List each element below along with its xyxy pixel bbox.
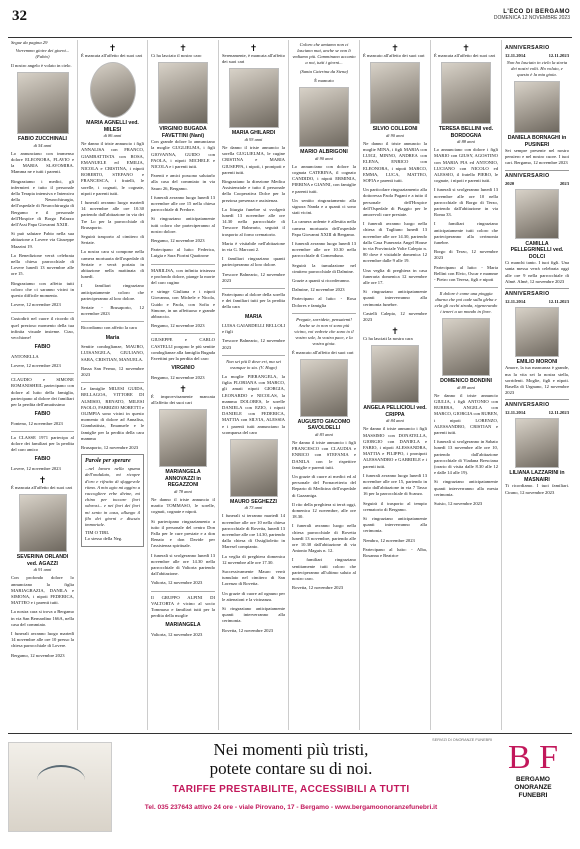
paragraph: Borgo di Terzo, 12 novembre 2023 [434, 249, 498, 261]
cross-icon: ✝ [108, 43, 117, 53]
date-start: 12.11.2014 [505, 53, 526, 58]
notice-body [151, 497, 215, 638]
column-6 [360, 40, 431, 730]
paragraph: Lo annunciano con dolore i figli MARIO con GIUSY, AGOSTINO con MARIA PIA ed ANTONIO, LUCIANO con NICOLO ed ALESSIO, il fratello PIERO, le cognate, i nipoti e parenti tutti. [434, 147, 498, 184]
paragraph: Trescore Balneario, 12 novembre 2023 [222, 338, 285, 350]
cross-icon: ✝ [391, 43, 399, 53]
paragraph: Ricordiamo con affetto la cara [81, 325, 137, 331]
paragraph: La CLASSE 1971 partecipa al dolore dei familiari per la perdita del caro amico [11, 434, 74, 453]
paragraph: I funerali si svolgeranno in Sabato lunedì 13 novembre alle ore 10, partendo dall'abitazione parrocchiale di Viadana Bresciana (orario di visita dalle 8.30 alle 12 e dalle 14 alle 19). [434, 439, 498, 476]
paragraph: Bergamo, 12 novembre 2023 [151, 323, 205, 329]
notice-body [222, 374, 285, 436]
deceased-name: MARIA AGNELLI ved. MILESI [86, 120, 139, 133]
divider [222, 355, 285, 356]
paragraph: Si ringraziano anticipatamente tutti coloro che parteciperanno al nostro dolore. [151, 216, 215, 234]
divider [222, 288, 285, 289]
epigraph: Pregate, sorridete, pensatemi! Anche se io non vi sono più vicino, voi vedrete che sono io il vostro sole, la vostra pace, e la vostra gioia. [294, 316, 354, 346]
portrait-photo [300, 359, 348, 417]
paragraph: I familiari ringraziano anticipatamente tutti coloro che parteciperanno alla cerimonia funebre. [434, 221, 498, 246]
portrait-photo [299, 87, 349, 147]
paragraph: Lo annunciano con dolore la cognata CATERINA, il cognato CANDIDO, i nipoti ERMINIA, PIERINA e GIANNI, con famiglie e parenti tutti. [292, 163, 356, 194]
paragraph: Ne danno il triste annuncio la moglie MINA, i figli MARIA con LUIGI, MINNO, ANDREA con ELENA, ENRICO con ELEONORA, i nipoti MARCO, EMMA, LUCA, MATTEO, SOFIA e parenti tutti. [363, 140, 427, 183]
deceased-name: MARIO ALBRIGONI [300, 149, 348, 156]
paragraph: Ne danno il triste annuncio i figli FRANCESCO con CLAUDIA e ENRICO con STEFANIA e DANILA con le rispettive famiglie e parenti tutti. [292, 439, 356, 470]
deceased-name: FABIO [34, 344, 51, 351]
paragraph: Partecipano al lutto: - Rosa Dolores e famiglia [292, 296, 356, 308]
cross-icon: ✝ [462, 43, 470, 53]
paragraph: La moglie PIERANGELA, la figlia FLORIANA con MARCO, gli amati nipoti GIORGIA, LEONARDO e NICOLAS, la mamma DOLORES, le sorelle DANIELA con EZIO, i nipoti DANIELE con FEDERICA, MATTIA con SILVIA, ALESSIA e i parenti tutti annunciano la scomparsa del caro [222, 373, 285, 435]
divider [434, 287, 498, 288]
portrait-photo [230, 439, 278, 497]
slogan-line-2: potete contare su di noi. [209, 759, 373, 778]
poem-title: Parole per sperare [85, 458, 131, 465]
column-3 [148, 40, 219, 730]
deceased-age: di 83 anni [315, 431, 333, 437]
poem-source: Lo stesso della Neg. [85, 536, 123, 542]
paragraph: Valtorta, 12 novembre 2023 [151, 580, 203, 586]
paragraph: I funerali avranno luogo nella chiesa di Tagliuno lunedì 13 novembre alle ore 14.30, partendo dalla Casa Funeraria Angel House in via Provinciale Volte Calepio n. 80 dove è visitabile domenica 12 novembre dalle 9 alle 19. [363, 221, 427, 264]
deceased-name: Maria [105, 334, 120, 341]
paragraph: La veglia di preghiera domenica 12 novembre alle ore 17.30. [222, 553, 285, 565]
deceased-age: di 90 anni [386, 132, 404, 138]
lead-text: È mancato all'affetto dei suoi cari [292, 349, 354, 355]
paragraph: Valtorta, 12 novembre 2023 [151, 631, 203, 637]
paragraph: Seguirà trasporto al cimitero di Seriate. [81, 234, 144, 246]
paragraph: Parenti e amici possono salutarlo alla casa del commiato in via Sauro 26, Bergamo. [151, 173, 215, 191]
cross-icon: ✝ [391, 326, 399, 337]
paragraph: I funerali si svolgeranno lunedì 13 novembre alle ore 10 nella parrocchiale di Borgo di Terzo, partendo dall'abitazione in via Roma 33. [434, 187, 498, 218]
paragraph: Si ringraziano anticipatamente quanti interverranno alla cerimonia. [222, 606, 285, 624]
lead-text: È mancata all'affetto dei suoi cari [11, 485, 73, 491]
paragraph: Lovere, 12 novembre 2023 [11, 465, 61, 471]
lead-text: Ci ha lasciato il nostro caro [151, 53, 202, 58]
anniversary-heading: ANNIVERSARIO [505, 399, 569, 408]
deceased-name: SILVIO COLLEONI [372, 126, 418, 133]
paragraph: I familiari ringraziano sentitamente tutti coloro che parteciperanno all'ultimo saluto al nostro caro. [292, 557, 356, 582]
divider [151, 264, 215, 265]
deceased-age: di 54 anni [33, 142, 52, 148]
deceased-name: MARIANGELA [165, 622, 201, 629]
deceased-name: TERESA BELLINI ved. BORDOGNA [438, 126, 494, 139]
column-2 [78, 40, 148, 730]
date-start: 2020 [505, 180, 515, 186]
lead-text: È mancata all'affetto dei suoi cari [434, 53, 496, 58]
paragraph: Lo annunciano con immenso dolore ELEONORA, FLAVIO e la MARIA SLAVOMIRA. Mamma ne e tutti i parenti. [11, 150, 74, 175]
anniversary-dates [505, 299, 569, 304]
cross-icon: ✝ [179, 384, 187, 394]
obituaries-columns [8, 40, 572, 730]
paragraph: LUISA GAIARDELLI BELLOLI e figli [222, 323, 285, 335]
paragraph: Dalmine, 12 novembre 2023 [292, 287, 345, 293]
lead-text: È mancata all'affetto dei suoi cari [81, 53, 143, 58]
paragraph: Si ringraziano anticipatamente quanti interverranno alla cerimonia. [363, 516, 427, 534]
lead-text: Ci ha lasciati la nostra cara [363, 336, 413, 342]
anniversary-dates [505, 181, 569, 186]
deceased-name: FABIO [34, 411, 51, 418]
paragraph: MARILISA, con infinita tristezza e profondo dolore, piange la morte del caro cugino [151, 267, 215, 286]
advert-contact: Tel. 035 237643 attivo 24 ore - viale Pirovano, 17 - Bergamo - www.bergamoonoranzefunebri.it [144, 804, 438, 811]
paragraph: I familiari ringraziano quanti parteciperanno al loro dolore. [222, 256, 285, 268]
notice-body [11, 575, 74, 658]
deceased-name: DOMENICO BONDINI [440, 378, 492, 385]
date-end: 2023 [559, 180, 569, 186]
divider [151, 333, 215, 334]
paragraph: La nostra cara si trova a Bergamo in via San Bernardino 166A, nella casa del commiato. [11, 609, 74, 627]
paragraph: GIUSEPPE e CARLO CASTELLI porgono le più sentite condoglianze alla famiglia Bugada Favettini per la perdita del caro [151, 337, 215, 362]
deceased-age: di 91 anni [33, 567, 52, 573]
portrait-photo [159, 409, 207, 467]
portrait-photo [514, 81, 560, 133]
notice-body [434, 393, 498, 507]
paragraph: Successivamente Mauro verrà tumulato nel cimitero di San Lorenzo di Rovetta. [222, 569, 285, 587]
column-7 [431, 40, 502, 730]
date-end: 12.11.2023 [548, 53, 569, 58]
paragraph: CLAUDIO e SIMONE ROMANISHEIL partecipano con dolore al lutto della famiglia, partecipano al dolore dei familiari per la perdita dell'amatissimo [11, 377, 74, 407]
paragraph: Ne danno il triste annuncio GIULIA, i figli ANTONIO con RUBERA, ANGELA con MARCO, GIORGIA con RUBEN, i nipoti LORENZO, ALESSANDRO, CRISTIAN e parenti tutti. [434, 392, 498, 435]
paragraph: Le famiglie MILESI GUIDA, BELLAGOA, VITTORE DI ALMISIO, RENATO, MILESI PAOLO, FABRIZIO MORETTI e OLIMPIA sono vicini in questo momento di dolore ad Annalisa, Giambattista, Emanuele e le famiglie per la perdita della cara mamma [81, 386, 144, 441]
notice-body [363, 141, 427, 323]
paragraph: Seguirà il trasporto al tempio crematorio di Bergamo. [363, 500, 427, 512]
paragraph: Rovetta, 12 novembre 2023 [292, 585, 344, 591]
anniversary-dates [505, 410, 569, 415]
column-5 [289, 40, 360, 730]
divider [292, 313, 356, 314]
paragraph: Brusaporto, 12 novembre 2023 [81, 445, 139, 451]
deceased-name: MARIANGELA ANNOVAZZI in REGAZZONI [165, 469, 201, 489]
paragraph: I funerali avranno luogo lunedì 13 novembre alle ore 15, partendo in auto dall'abitazione in via 7 Tasso 16 per la parrocchiale di Scanzo. [363, 472, 427, 497]
paragraph: Suisio, 12 novembre 2023 [434, 501, 483, 507]
newspaper-masthead [494, 9, 570, 21]
portrait-photo [371, 345, 419, 403]
paragraph: Partecipano al dolore della sorella e dei familiari tutti per la perdita della cara [222, 291, 285, 310]
deceased-name: AUGUSTO GIACOMO SAVOLDELLI [297, 418, 351, 432]
paragraph: Il GRUPPO ALPINI DI VALTORTA è vicino al socio Tommaso e familiari tutti per la perdita della moglie [151, 594, 215, 619]
epigraph: Vorremmo gioire dei giorni... (Fabio) [15, 48, 70, 59]
divider [11, 431, 74, 432]
paragraph: Si partecipano ringraziamento a tutto il personale del centro Don Palla per le cure prestate e a don Renato e don Davide per l'assistenza spirituale. [151, 518, 215, 549]
deceased-name: VIRGINIO BUGADA FAVETTINI (Nani) [159, 126, 207, 139]
deceased-name: FABIO [34, 456, 51, 463]
paragraph: Ne danno il triste annuncio i figli ANNALISA con FRANCO, GIAMBATTISTA con ROSA, EMANUELE ed EMILIA, NICOLA e CRISTINA, i nipoti ROBERTO, STEFANO e FRANCESCA, i fratelli, le sorelle, i cognati, le cognate, nipoti e parenti tutti. [81, 141, 144, 196]
advert-note: SERVIZI DI ONORANZE FUNEBRI [432, 738, 492, 742]
paragraph: Sentite condoglianze, MAURO, LUISANGELA, GIULIANO, SARA, CRISTIAN, MANUELA. [81, 344, 144, 362]
funeral-home-logo [498, 740, 568, 800]
paragraph: Castelli Calepio, 12 novembre 2023 [363, 310, 427, 322]
deceased-age: di 90 anni [315, 155, 333, 161]
deceased-age: di 86 anni [103, 133, 122, 139]
lead-text: È mancato all'affetto dei suoi cari [363, 53, 425, 58]
date-start: 12.11.2014 [505, 410, 526, 416]
portrait-photo [370, 62, 420, 124]
divider [81, 321, 144, 322]
notice-body: Ti ricordiamo. I tuoi familiari. Cirano, 12 novembre 2023 [505, 483, 569, 495]
paragraph: Maria è visitabile nell'abitazione in via G. Marconi 2. [222, 240, 285, 252]
deceased-name: SEVERINA ORLANDI ved. AGAZZI [16, 554, 69, 567]
anniversary-heading: ANNIVERSARIO [505, 170, 569, 179]
deceased-name: MARIA GHILARDI [231, 130, 276, 137]
logo-line-2: ONORANZE [514, 784, 552, 791]
portrait-photo [17, 72, 69, 134]
page-number: 32 [12, 8, 27, 24]
paragraph: Un particolare ringraziamento alla dottoressa Paola Pagani e a tutto il personale dell'Hospice dell'Ospedale di Piaggio per le amorevoli cure prestate. [363, 187, 427, 217]
paragraph: Si può salutare Fabio nella sua abitazione a Lovere via Giuseppe Mazzini 19. [11, 231, 74, 249]
logo-line-3: FUNEBRI [518, 792, 548, 799]
advert-tariffs: TARIFFE PRESTABILITE, ACCESSIBILI A TUTTI [172, 784, 410, 795]
poem-box [81, 454, 144, 546]
cross-icon: ✝ [38, 475, 47, 486]
paragraph: Fonteno, 12 novembre 2023 [11, 420, 63, 426]
notice-body [434, 147, 498, 283]
portrait-photo [515, 418, 559, 468]
anniversary-dates [505, 53, 569, 58]
column-8-anniversaries [502, 40, 572, 730]
portrait-photo [515, 189, 559, 239]
lead-text: È mancato [314, 78, 334, 83]
issue-date: DOMENICA 12 NOVEMBRE 2023 [493, 15, 570, 21]
deceased-age: di 78 anni [174, 488, 192, 494]
paragraph: Con profondo dolore lo annunciano la figlia MARIAGRAZIA, DANILA e SIMONA, i nipoti FEDERICA, MATTEO e i parenti tutti. [11, 575, 74, 606]
paragraph: Con grande dolore lo annunciano la moglie GUGLIELMA, i figli GIOVANNA, GUIDO con PAOLA, i nipoti MICHELE e NICOLA e i parenti tutti. [151, 139, 215, 170]
deceased-age: di 89 anni [457, 384, 475, 390]
notice-body [292, 440, 356, 591]
paragraph: Si ringraziano anticipatamente quanti interverranno alla mesta cerimonia. [434, 479, 498, 497]
paragraph: Grazie a quanti si ricorderanno. [292, 277, 351, 283]
paragraph: Ne danno il triste annuncio i figli MASSIMO con DONATELLA, GIORGIO con DANIELA e FABIO, i nipoti ALESSANDRA, MATTIA e FILIPPO, i pronipoti ALESSANDRO e GABRIELE e i parenti tutti. [363, 426, 427, 469]
cross-icon: ✝ [179, 43, 187, 53]
page-header [8, 6, 572, 38]
notice-body [151, 139, 215, 381]
paragraph: Bergamo, 12 novembre 2023 [11, 652, 65, 658]
deceased-name: DANIELA BORNAGHI in PUSINERI [507, 135, 567, 148]
paragraph: e stringe Giuliana e i nipoti Giovanna, con Michele e Nicola, Guido e Paola, con Sofia e Simone, in un affettuoso e grande abbraccio. [151, 289, 215, 320]
deceased-age: di 93 anni [244, 136, 263, 142]
portrait-photo [19, 494, 67, 552]
paragraph: Partecipano al lutto: - Maria Bellini con Elvio, Oscar e mamme - Pietro con Teresa, figli e nipoti [434, 264, 498, 283]
date-start: 12.11.2014 [505, 298, 526, 304]
divider [11, 312, 74, 313]
paragraph: Un sentito ringraziamento alla signora Nanda e a quanti ci sono stati vicini. [292, 197, 356, 216]
paragraph: Ringraziano la direzione Medica Assistenziale e tutto il personale della Cooperativa Dolce per la preziosa presenza e assistenza. [222, 178, 285, 203]
paragraph: Si ringraziano anticipatamente quanti interverranno alla cerimonia funebre. [363, 289, 427, 307]
date-end: 12.11.2023 [548, 298, 569, 304]
paragraph: Ringraziamo i medici, gli infermieri e tutto il personale della Terapia intensiva e Intensiva della Neurochirurgia, dell'ospedale di Neurochirurgia di Bergamo e il personale dell'Hospice di Borgo Palazzo dell'Asst Papa Giovanni XXIII. [11, 178, 74, 227]
date-end: 12.11.2023 [548, 410, 569, 416]
lead-text: Serenamente, è mancata all'affetto dei suoi cari [222, 53, 285, 65]
paragraph: Bergamo, 12 novembre 2023 [151, 238, 205, 244]
paragraph: La Benedizione verrà celebrata nella chiesa parrocchiale di Lovere lunedì 13 novembre alle ore 15. [11, 252, 74, 277]
paragraph: I funerali avranno luogo martedì 14 novembre alle ore 10.30 partendo dall'abitazione in via dei Tre Lo per la parrocchiale di Brusaporto. [81, 200, 144, 230]
deceased-age: di 88 anni [457, 139, 475, 145]
anniversary-heading: ANNIVERSARIO [505, 288, 569, 297]
paragraph: I funerali avranno luogo lunedì 13 novembre alle ore 15 nella chiesa parrocchiale di Predore. [151, 194, 215, 213]
notice-body: Ci manchi tanto. I tuoi figli. Una santa messa verrà celebrata oggi alle ore 9 nella parrocchiale di Almè. Almè, 12 novembre 2023 [505, 260, 569, 284]
paragraph: I funerali avranno luogo martedì 14 novembre alle ore 10 presso la chiesa parrocchiale di Lovere. [11, 630, 74, 649]
paragraph: Bergamo, 12 novembre 2023 [151, 374, 205, 380]
paragraph: I funerali avranno luogo nella chiesa parrocchiale di Rovetta lunedì 13 novembre, partendo alle ore 10.30 dall'abitazione di via Antonio Maguis n. 12. [292, 523, 356, 554]
portrait-photo [229, 68, 279, 128]
deceased-name: ANGELA PELLICIOLI ved. CRIPPA [363, 405, 427, 418]
portrait-photo [515, 307, 559, 357]
paragraph: I funerali avranno luogo lunedì 13 novembre alle ore 10.30 nella parrocchiale di Comenduno. [292, 240, 356, 259]
portrait-photo [90, 62, 136, 118]
continued-note: Segue da pagina 29 [11, 40, 48, 45]
portrait-photo [442, 318, 490, 376]
notice-body: Sei sempre presente nel nostro pensiero e nel nostro cuore. I tuoi cari. Bergamo, 12 novembre 2023 [505, 148, 569, 166]
notice-body [363, 426, 427, 559]
deceased-name: FABIO ZUCCHINALI [18, 136, 67, 143]
paragraph: Una veglia di preghiera in casa funeraria domenica 12 novembre alle ore 17. [363, 267, 427, 285]
epigraph: Coloro che amiamo non ci lasciano mai, anche se non li vediamo più. Camminano accanto a noi, tutti i giorni... [292, 42, 356, 65]
notice-body [292, 164, 356, 309]
notice-body [222, 513, 285, 633]
deceased-name: CAMILLA PELLEGRINELLI ved. DOLCI [510, 240, 564, 260]
divider [151, 591, 215, 592]
deceased-name: MARIA [244, 313, 262, 320]
paragraph: ANTONELLA [11, 353, 39, 359]
deceased-name: LILIANA LAZZARINI in MASNAIRI [509, 470, 565, 483]
portrait-photo [441, 62, 491, 124]
epigraph: Non sei più lì dove eri, ma sei ovunque io sia. (V. Hugo) [226, 358, 281, 370]
epigraph: Il dolore è come una pioggia diurna che poi cade sulla gleba e cela gli occhi strada, rigenerando i teneri a un mondo in fiore. [434, 291, 498, 315]
paragraph: Ne danno il triste annuncio la sorella GUGLIELMA, le cugine CRISTINA e MARIA GIUSEPPA, i nipoti, i pronipoti e parenti tutti. [222, 144, 285, 175]
advert-image [8, 742, 112, 832]
divider [11, 373, 74, 374]
paragraph: Seriate - Brusaporto, 12 novembre 2023 [81, 305, 144, 317]
paragraph: Ringraziamo con affetto tutti coloro che ci saranno vicini in questo difficile momento. [11, 280, 74, 298]
paragraph: Un grazie di cuore ad ognuno per le attenzioni e la vicinanza. [222, 590, 285, 602]
bird-icon [37, 765, 85, 795]
paragraph: Lovere, 12 novembre 2023 [11, 362, 61, 368]
cross-icon: ✝ [249, 43, 258, 53]
notice-body [222, 145, 285, 351]
paragraph: I funerali si svolgeranno lunedì 13 novembre alle ore 14.30 nella parrocchiale di Valtorta partendo dall'abitazione. [151, 552, 215, 577]
deceased-name: VIRGINIO [171, 365, 195, 372]
column-1 [8, 40, 78, 730]
notice-body [81, 141, 144, 451]
paragraph: La liturgia funebre si svolgerà lunedì 13 novembre alle ore 14.30 nella parrocchiale di Trescore Balneario, seguirà il trasporto al forno crematorio. [222, 206, 285, 237]
newspaper-name: L'ECO DI BERGAMO [503, 9, 570, 15]
paragraph: Ne danno il triste annuncio il marito TOMMASO, le sorelle, cognati, cognate e nipoti. [151, 496, 215, 515]
paragraph: Rovetta, 12 novembre 2023 [222, 627, 274, 633]
deceased-name: EMILIO MORONI [516, 358, 558, 365]
advert-slogan [126, 740, 456, 778]
divider [81, 382, 144, 383]
paragraph: Il rito della preghiera si terrà oggi, domenica 12 novembre, alle ore 18.30. [292, 501, 356, 520]
epigraph-author: (Santa Caterina da Siena) [299, 69, 349, 74]
paragraph: Partecipano al lutto: - Alba, Rosanna e Beatrice [363, 546, 427, 559]
deceased-name: MAURO SEGHEZZI [230, 498, 277, 505]
paragraph: Un grazie di cuore ai medici ed al personale del Fornacetteria del Reparto di Medicina dell'ospedale di Gazzaniga. [292, 473, 356, 498]
paragraph: I funerali si terranno martedì 14 novembre alle ore 10 nella chiesa parrocchiale di Rovetta, lunedì 13 novembre alle ore 14.30, partendo dalla chiesa di Ossiglioletto in Maresel compianto. [222, 513, 286, 550]
deceased-age: di 84 anni [386, 418, 404, 424]
paragraph: La camera ardente è allestita nella camera mortuaria dell'ospedale Papa Giovanni XXIII di Bergamo. [292, 219, 356, 237]
paragraph: Bassa San Fermo, 12 novembre 2023 [81, 365, 144, 377]
paragraph: Lovere, 12 novembre 2023 [11, 302, 61, 308]
paragraph: Custodirò nel cuore il ricordo di quel prezioso momento della tua infinita visuale insieme. Ciao, vecchione! [11, 316, 74, 340]
notice-body: Amore, la tua mancanza è grande, ma la vita sei la nostra stella, sorridenti. Moglie, figli e nipoti. Basella di Urgnano, 12 novembre 2023 [505, 365, 569, 396]
logo-line-1: BERGAMO [516, 776, 550, 783]
lead-text: Il nostro angelo è volato in cielo. [11, 63, 72, 68]
paragraph: Seguirà la tumulazione nel cimitero parrocchiale di Dalmine. [292, 262, 356, 274]
paragraph: Partecipano al lutto: Federica, Luigia e Sara Fiorini Quattrone [151, 247, 215, 259]
paragraph: Nembro, 12 novembre 2023 [363, 537, 415, 543]
paragraph: Trescore Balneario, 12 novembre 2023 [222, 271, 285, 283]
notice-body [11, 151, 74, 472]
slogan-line-1: Nei momenti più tristi, [213, 740, 369, 759]
logo-mark: B F [507, 739, 559, 776]
column-4 [219, 40, 289, 730]
anniversary-heading: ANNIVERSARIO [505, 45, 550, 51]
lead-text: È improvvisamente mancata all'affetto dei suoi cari [151, 394, 215, 406]
poem-text: ...nel lavoro nella spuma dell'ondulato, mi ricopre d'oro e rifratto di sfuggevole ritmo. A mio agio mi aggiro a raccogliere erbe divine, mi chino per toccare fiori odorosi... e nei fiori dei fiori mi sento in casa, allungo il filo dei giorni e discuto immortale. [85, 466, 140, 528]
paragraph: I familiari ringraziano anticipatamente coloro che parteciperanno al loro dolore. [81, 283, 144, 301]
funeral-home-advert [8, 733, 572, 843]
paragraph: La nostra cara si compone nella camera mortuaria dell'ospedale di Seriate e verrà portata in abitazione nella mattinata di lunedì. [81, 249, 144, 280]
deceased-age: di 73 anni [244, 505, 263, 511]
portrait-photo [158, 62, 208, 124]
epigraph: Non ho lasciato in cielo la storia dei nostri volti. Ho voluto, e questo è la mia gioia. [506, 60, 568, 77]
poem-author: TIM O TIRL [85, 530, 110, 536]
